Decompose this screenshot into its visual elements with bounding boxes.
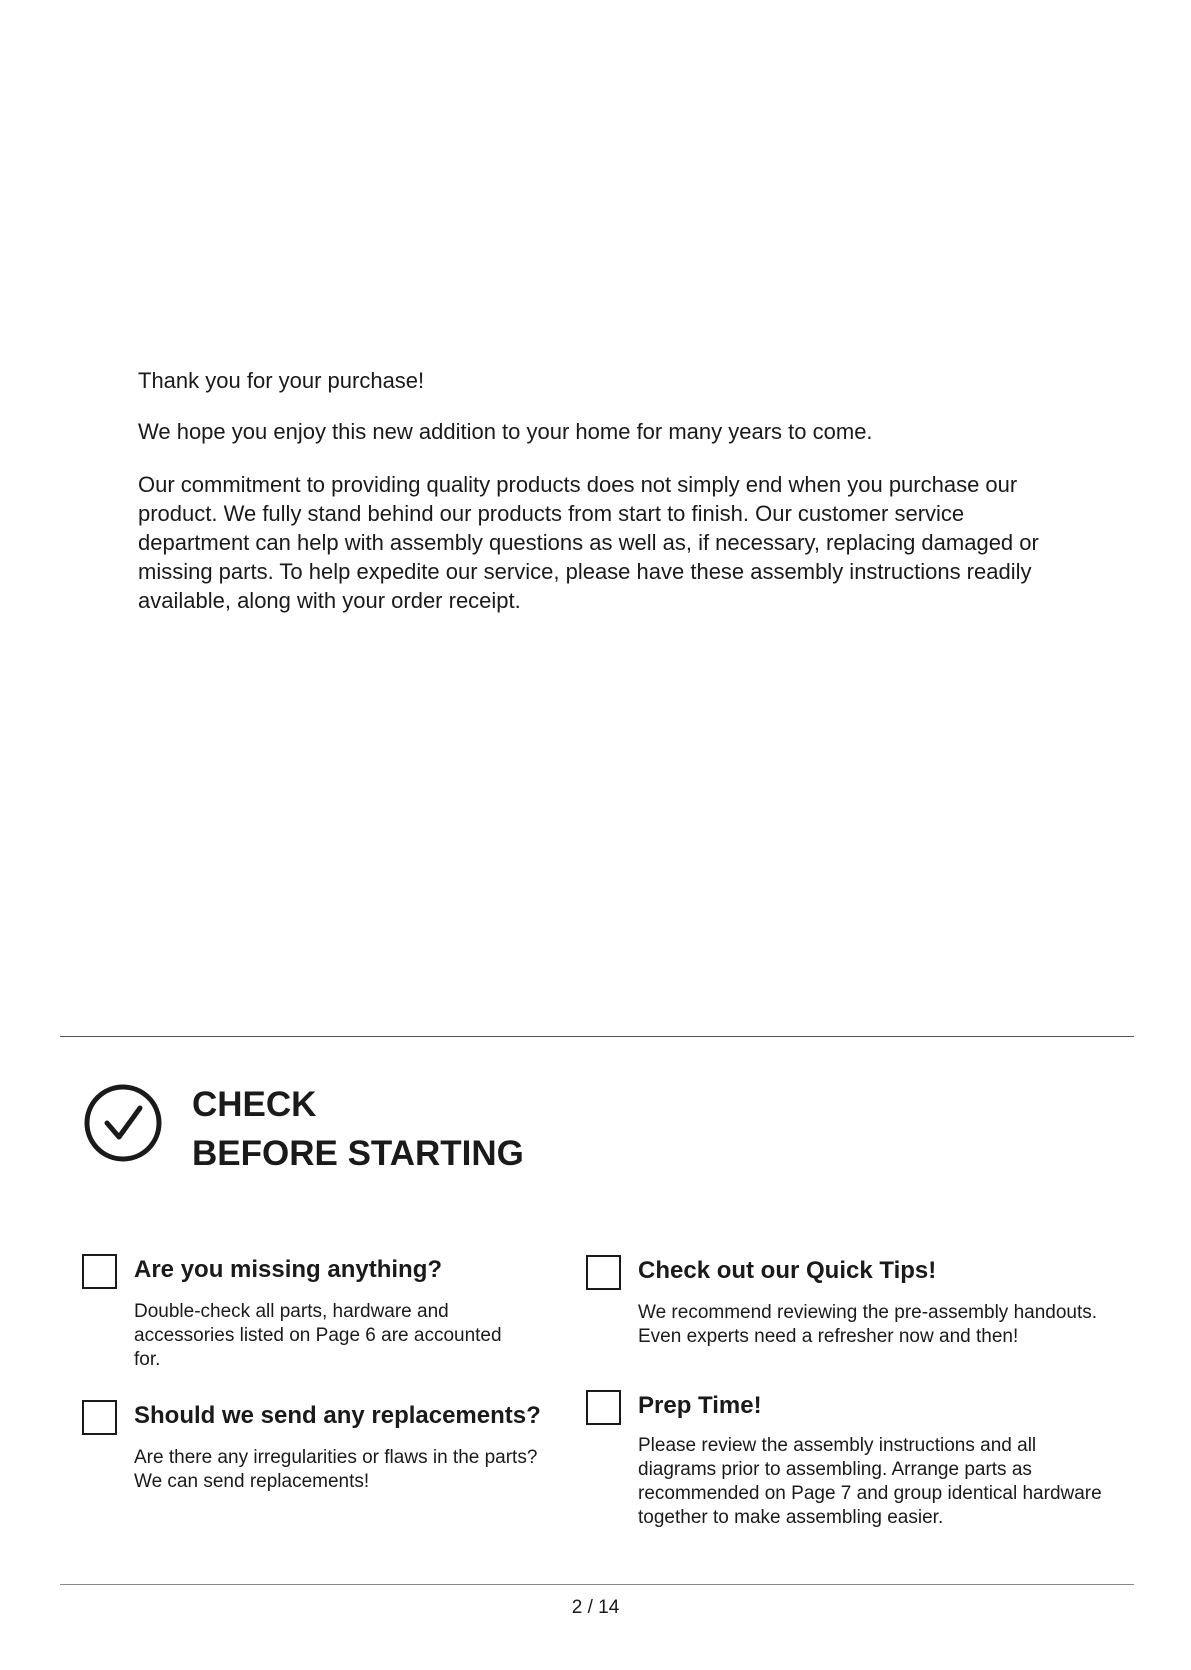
thank-you-heading: Thank you for your purchase! [138,368,425,393]
divider-bottom [60,1584,1134,1585]
checklist-heading: Should we send any replacements? [134,1402,541,1429]
check-circle-icon [82,1082,164,1164]
check-title-line2: BEFORE STARTING [192,1134,524,1173]
checkbox[interactable] [82,1400,117,1435]
checklist-heading: Check out our Quick Tips! [638,1257,937,1284]
checklist-body: Are there any irregularities or flaws in the parts? We can send replacements! [134,1447,538,1492]
intro-section [138,368,1098,615]
checklist-body: Double-check all parts, hardware and accessories listed on Page 6 are accounted for. [134,1301,502,1370]
checklist-heading: Prep Time! [638,1392,762,1419]
check-title-line1: CHECK [192,1085,317,1124]
commitment-paragraph: Our commitment to providing quality products does not simply end when you purchase our product. We fully stand behind our products from start to finish. Our customer service department can help with assembly questions as well as, if necessary, replacing damaged or missing parts. To help expedite our service, please have these assembly instructions readily available, along with your order receipt. [138,472,1039,613]
check-title [192,1080,524,1178]
checklist-body: We recommend reviewing the pre-assembly handouts. Even experts need a refresher now and then! [638,1302,1098,1347]
checkbox[interactable] [82,1254,117,1289]
checkbox[interactable] [586,1255,621,1290]
checklist-heading: Are you missing anything? [134,1256,443,1283]
hope-text: We hope you enjoy this new addition to your home for many years to come. [138,419,873,444]
divider-top [60,1036,1134,1037]
checkbox[interactable] [586,1390,621,1425]
checklist-body: Please review the assembly instructions and all diagrams prior to assembling. Arrange parts as recommended on Page 7 and group identical hardware together to make assembling easier. [638,1435,1102,1528]
page-number: 2 / 14 [571,1597,620,1618]
